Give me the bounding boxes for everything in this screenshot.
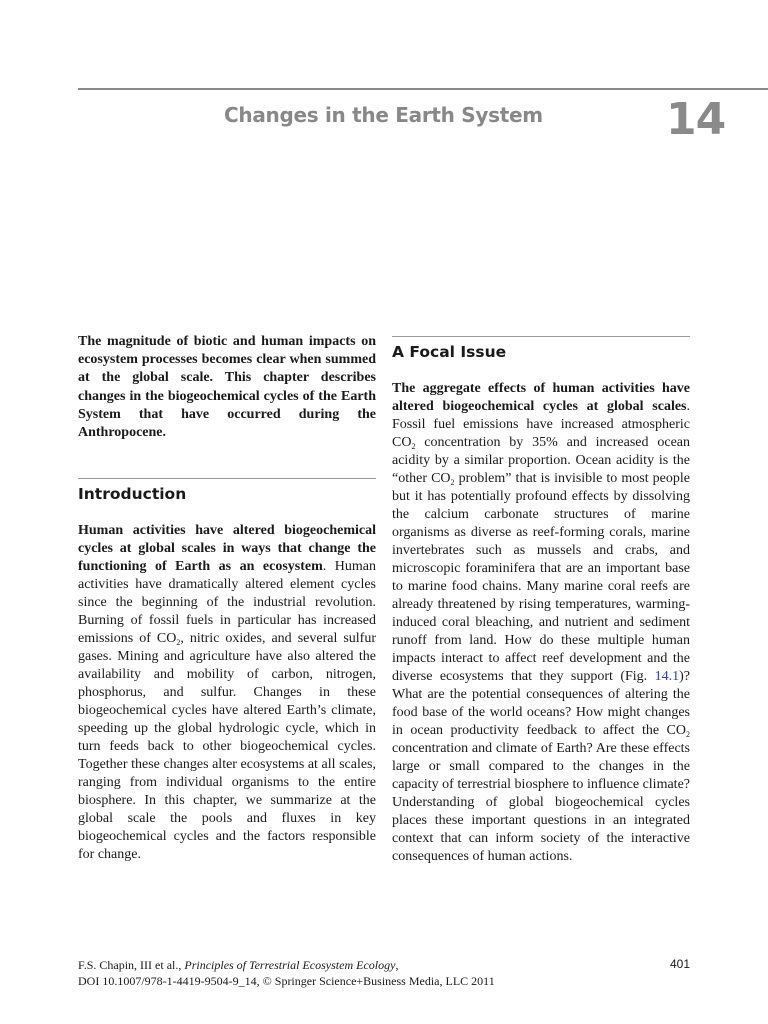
page-number: 401 (669, 957, 690, 971)
focal-issue-rule (392, 336, 690, 337)
focal-issue-body (392, 380, 690, 866)
introduction-body (78, 522, 376, 864)
book-title: Principles of Terrestrial Ecosystem Ecology (184, 958, 396, 972)
chapter-number: 14 (666, 94, 726, 145)
focal-issue-text-b: concentration by 35% and increased ocean acidity by a similar proportion. Ocean acidity is the “other CO (392, 435, 690, 486)
co2-subscript: 2 (686, 730, 690, 739)
focal-issue-text-e: concentration and climate of Earth? Are these effects large or small compared to the changes in the capacity of terrestrial biosphere to influence climate? Understanding of global biogeochemical cycles places these important questions in an integrated context that can inform society of the interactive consequences of human actions. (392, 741, 690, 864)
citation-line-2: DOI 10.1007/978-1-4419-9504-9_14, © Springer Science+Business Media, LLC 2011 (78, 974, 495, 988)
introduction-paragraph (78, 522, 376, 864)
figure-link[interactable]: 14.1 (654, 669, 680, 684)
co2-subscript: 2 (176, 638, 181, 647)
co2-subscript: 2 (450, 478, 455, 487)
chapter-title: Changes in the Earth System (224, 103, 543, 127)
introduction-lead: Human activities have altered biogeochemical cycles at global scales in ways that change the functioning of Earth as an ecosystem (78, 523, 376, 574)
introduction-rule (78, 478, 376, 479)
focal-issue-text-c: problem” that is invisible to most people but it has potentially profound effects by dissolving the calcium carbonate structures of marine organisms as diverse as reef-forming corals, marine invertebrates such as mussels and crabs, and microscopic foraminifera that are an important base to marine food chains. Many marine coral reefs are already threatened by rising temperatures, warming-induced coral bleaching, and nutrient and sediment runoff from land. How do these multiple human impacts interact to affect reef development and the diverse ecosystems that they support (Fig. (392, 471, 690, 684)
focal-issue-heading: A Focal Issue (392, 343, 507, 361)
top-rule (78, 88, 768, 90)
focal-issue-paragraph (392, 380, 690, 866)
focal-issue-text-d: )? What are the potential consequences of altering the food base of the world oceans? How might changes in ocean productivity feedback to affect the CO (392, 669, 690, 738)
citation-line-1: F.S. Chapin, III et al., Principles of Terrestrial Ecosystem Ecology, (78, 958, 399, 972)
introduction-heading: Introduction (78, 485, 187, 503)
focal-issue-text-a: . Fossil fuel emissions have increased atmospheric CO (392, 399, 690, 450)
introduction-text-a: . Human activities have dramatically altered element cycles since the beginning of the industrial revolution. Burning of fossil fuels in particular has increased emissions of CO (78, 559, 376, 646)
citation-footer (78, 957, 690, 989)
introduction-text-b: , nitric oxides, and several sulfur gases. Mining and agriculture have also altered the availability and mobility of carbon, nitrogen, phosphorus, and sulfur. Changes in these biogeochemical cycles have altered Earth’s climate, speeding up the global hydrologic cycle, which in turn feeds back to other biogeochemical cycles. Together these changes alter ecosystems at all scales, ranging from individual organisms to the entire biosphere. In this chapter, we summarize at the global scale the pools and fluxes in key biogeochemical cycles and the factors responsible for change. (78, 631, 376, 862)
co2-subscript: 2 (411, 442, 416, 451)
focal-issue-lead: The aggregate effects of human activities have altered biogeochemical cycles at global scales (392, 381, 690, 414)
chapter-abstract: The magnitude of biotic and human impacts on ecosystem processes becomes clear when summed at the global scale. This chapter describes changes in the biogeochemical cycles of the Earth System that have occurred during the Anthropocene. (78, 334, 376, 441)
